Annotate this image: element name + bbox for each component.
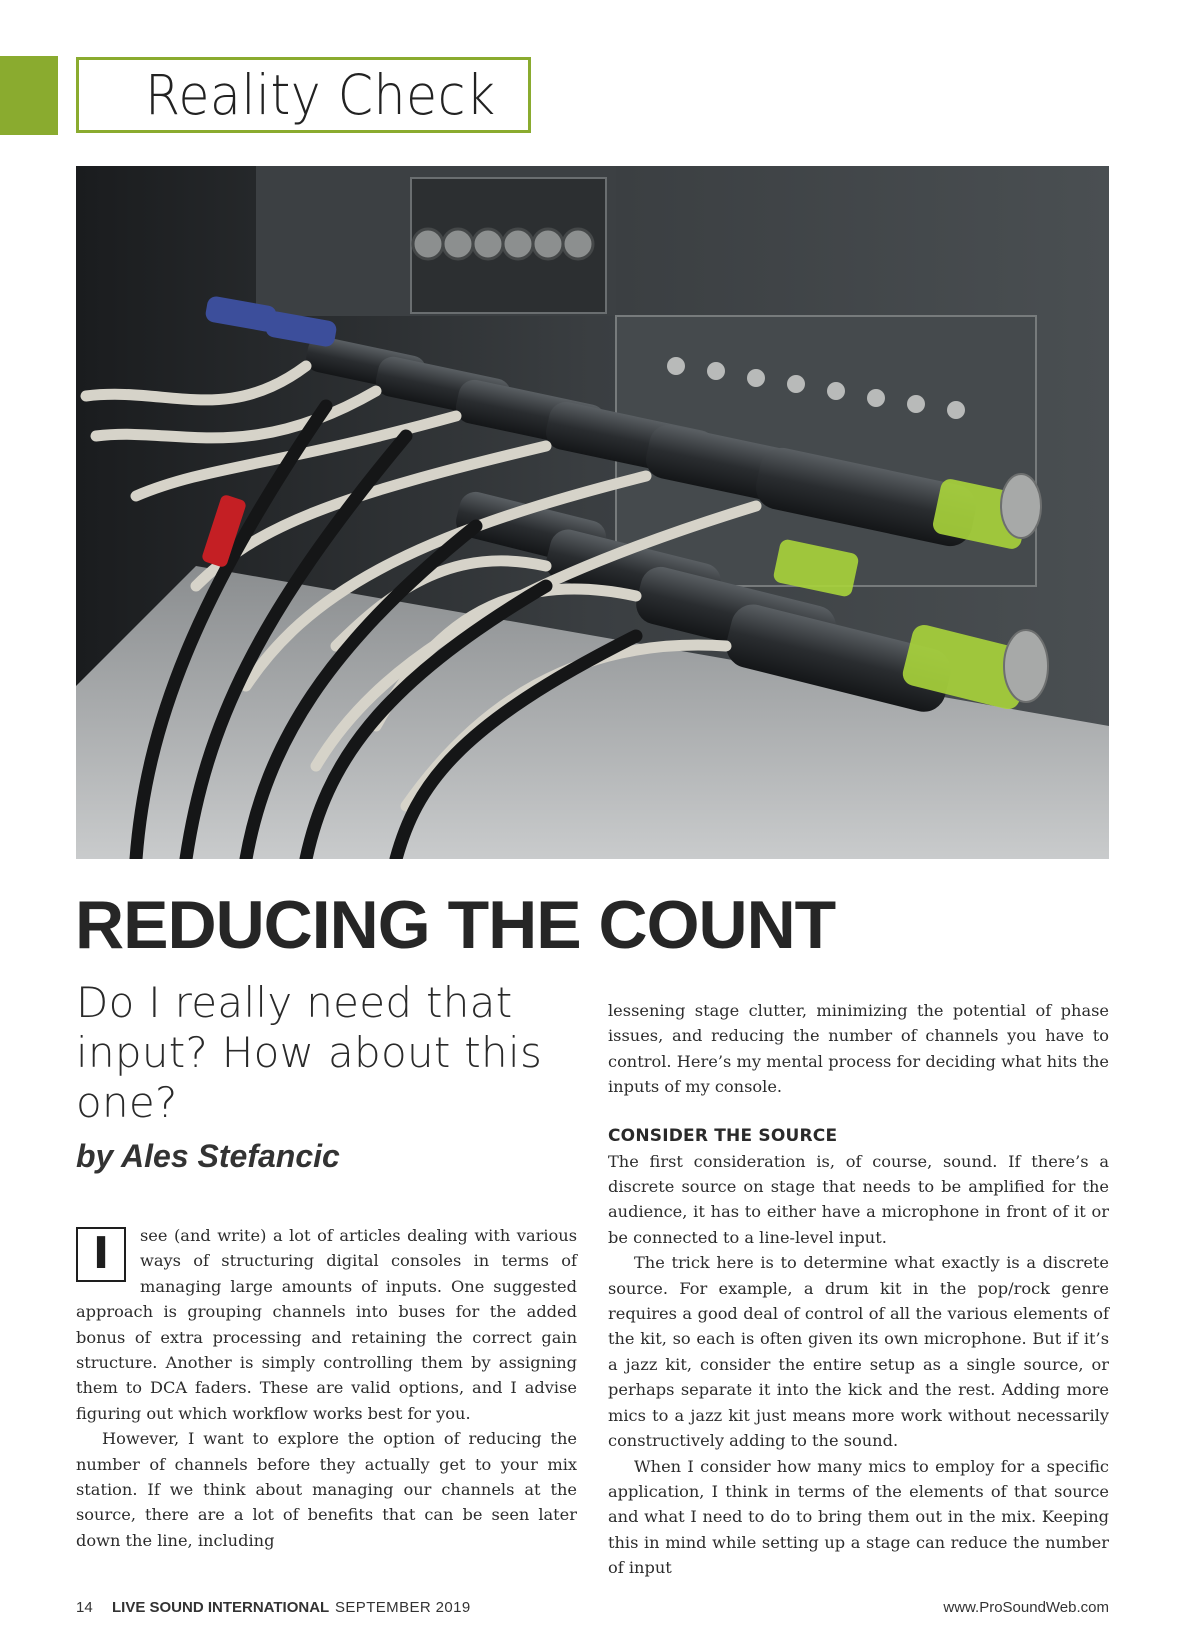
section-subhead: CONSIDER THE SOURCE bbox=[608, 1125, 838, 1146]
body-paragraph: However, I want to explore the option of reducing the number of channels before they actually get to your mix station. If we think about managing our channels at the source, there are a lot of benefits that can be seen later down the line, including bbox=[76, 1429, 577, 1550]
article-deck: Do I really need that input? How about this one? bbox=[76, 978, 543, 1127]
body-paragraph bbox=[76, 1223, 577, 1426]
body-paragraph: The trick here is to determine what exactly is a discrete source. For example, a drum kit in the pop/rock genre requires a good deal of control of all the various elements of the kit, so each is often given its own microphone. But if it’s a jazz kit, consider the entire setup as a single source, or perhaps separate it into the kick and the rest. Adding more mics to a jazz kit just means more work without necessarily constructively adding to the sound. bbox=[608, 1253, 1109, 1451]
body-column-right bbox=[608, 998, 1109, 1581]
hero-photo bbox=[76, 166, 1109, 859]
issue-date: SEPTEMBER 2019 bbox=[335, 1599, 471, 1616]
body-paragraph: The first consideration is, of course, sound. If there’s a discrete source on stage that needs to be amplified for the audience, it has to either have a microphone in front of it or be connected to a line-level input. bbox=[608, 1151, 1109, 1247]
body-paragraph: lessening stage clutter, minimizing the potential of phase issues, and reducing the number of channels you have to control. Here’s my mental process for deciding what hits the inputs of my console. bbox=[608, 1001, 1109, 1097]
section-color-tab bbox=[0, 56, 58, 135]
website-link[interactable]: www.ProSoundWeb.com bbox=[943, 1599, 1109, 1616]
magazine-name: LIVE SOUND INTERNATIONAL bbox=[112, 1599, 330, 1616]
page-number: 14 bbox=[76, 1599, 93, 1616]
article-title: REDUCING THE COUNT bbox=[75, 887, 836, 963]
drop-cap: I bbox=[76, 1227, 126, 1282]
body-paragraph-text: see (and write) a lot of articles dealing with various ways of structuring digital consoles in terms of managing large amounts of inputs. One suggested approach is grouping channels into buses for the added bonus of extra processing and retaining the correct gain structure. Another is simply controlling them by assigning them to DCA faders. These are valid options, and I advise figuring out which workflow works best for you. bbox=[76, 1226, 577, 1423]
article-byline: by Ales Stefancic bbox=[76, 1138, 340, 1174]
section-header-box bbox=[76, 57, 531, 133]
page-footer bbox=[76, 1599, 1109, 1623]
section-label: Reality Check bbox=[145, 63, 496, 127]
body-column-left bbox=[76, 1223, 577, 1553]
body-paragraph: When I consider how many mics to employ for a specific application, I think in terms of the elements of that source and what I need to do to bring them out in the mix. Keeping this in mind while setting up a stage can reduce the number of input bbox=[608, 1456, 1109, 1578]
